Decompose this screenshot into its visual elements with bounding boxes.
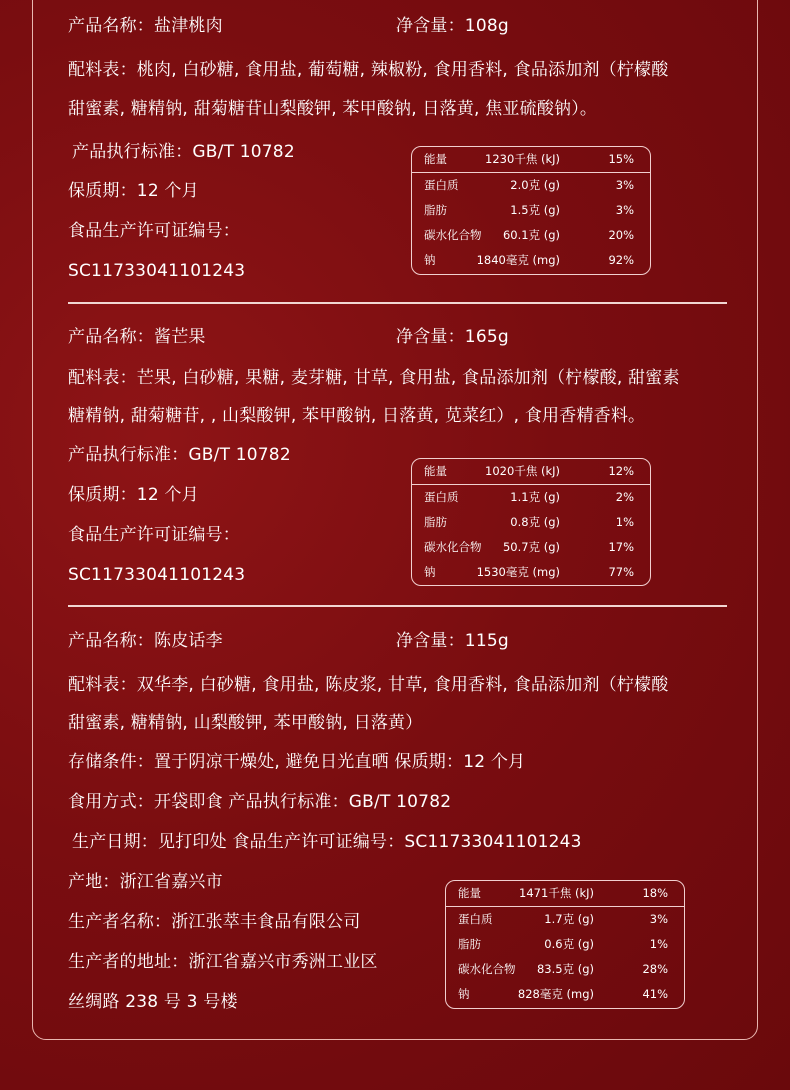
address-line: 生产者的地址：浙江省嘉兴市秀洲工业区 [68, 952, 378, 972]
nutrient-amount: 0.6克 (g) [544, 937, 594, 951]
nutrient-amount: 1230千焦 (kJ) [485, 152, 560, 166]
nutrition-row [412, 147, 650, 173]
nutrient-nrv: 3% [615, 203, 634, 217]
nutrient-amount: 1840毫克 (mg) [476, 253, 560, 267]
net-weight: 净含量：165g [396, 327, 509, 347]
nutrient-nrv: 18% [642, 886, 668, 900]
nutrient-nrv: 28% [642, 962, 668, 976]
nutrient-amount: 828毫克 (mg) [517, 987, 594, 1001]
origin-line: 产地：浙江省嘉兴市 [68, 872, 223, 892]
license-label: 食品生产许可证编号： [68, 221, 240, 241]
nutrient-amount: 1530毫克 (mg) [476, 565, 560, 579]
nutrient-name: 蛋白质 [424, 178, 459, 192]
nutrient-name: 蛋白质 [424, 490, 459, 504]
net-weight: 净含量：115g [396, 631, 509, 651]
net-weight: 净含量：108g [396, 16, 509, 36]
nutrient-nrv: 3% [649, 912, 668, 926]
production-date-line: 生产日期：见打印处 食品生产许可证编号：SC11733041101243 [72, 832, 582, 852]
nutrient-amount: 1020千焦 (kJ) [485, 464, 560, 478]
ingredients-line: 糖精钠, 甜菊糖苷, , 山梨酸钾, 苯甲酸钠, 日落黄, 苋菜红）, 食用香精香料。 [68, 406, 646, 426]
ingredients-line: 配料表：芒果, 白砂糖, 果糖, 麦芽糖, 甘草, 食用盐, 食品添加剂（柠檬酸, 甜蜜素 [68, 368, 680, 388]
nutrition-row [412, 485, 650, 510]
nutrition-row [412, 198, 650, 223]
license-label: 食品生产许可证编号： [68, 525, 240, 545]
nutrient-name: 脂肪 [458, 937, 481, 951]
nutrient-amount: 50.7克 (g) [502, 540, 560, 554]
nutrient-name: 能量 [458, 886, 481, 900]
nutrient-nrv: 1% [649, 937, 668, 951]
ingredients-line: 配料表：桃肉, 白砂糖, 食用盐, 葡萄糖, 辣椒粉, 食用香料, 食品添加剂（柠檬酸 [68, 60, 669, 80]
shelf-life-line: 保质期：12 个月 [68, 181, 199, 201]
address-line: 丝绸路 238 号 3 号楼 [68, 992, 238, 1012]
nutrient-name: 能量 [424, 464, 447, 478]
nutrient-name: 钠 [424, 565, 436, 579]
nutrient-amount: 1.1克 (g) [510, 490, 560, 504]
section-divider [68, 605, 727, 607]
nutrient-amount: 1471千焦 (kJ) [519, 886, 594, 900]
nutrient-amount: 83.5克 (g) [536, 962, 594, 976]
nutrition-row [412, 510, 650, 535]
nutrition-row [446, 932, 684, 957]
license-number: SC11733041101243 [68, 261, 246, 281]
nutrient-name: 钠 [458, 987, 470, 1001]
nutrition-row [412, 535, 650, 560]
shelf-life-line: 保质期：12 个月 [68, 485, 199, 505]
nutrient-amount: 2.0克 (g) [510, 178, 560, 192]
nutrition-row [412, 173, 650, 198]
standard-line: 产品执行标准：GB/T 10782 [72, 142, 295, 162]
nutrient-name: 脂肪 [424, 515, 447, 529]
nutrient-nrv: 17% [608, 540, 634, 554]
nutrition-row [412, 248, 650, 273]
nutrient-amount: 1.7克 (g) [544, 912, 594, 926]
ingredients-line: 甜蜜素, 糖精钠, 山梨酸钾, 苯甲酸钠, 日落黄） [68, 713, 423, 733]
nutrient-name: 碳水化合物 [424, 228, 482, 242]
nutrient-name: 钠 [424, 253, 436, 267]
nutrient-nrv: 3% [615, 178, 634, 192]
nutrient-nrv: 20% [608, 228, 634, 242]
usage-line: 食用方式：开袋即食 产品执行标准：GB/T 10782 [68, 792, 452, 812]
nutrient-nrv: 41% [642, 987, 668, 1001]
nutrient-name: 能量 [424, 152, 447, 166]
nutrition-row [446, 907, 684, 932]
nutrition-row [412, 459, 650, 485]
nutrient-nrv: 92% [608, 253, 634, 267]
nutrient-nrv: 2% [615, 490, 634, 504]
nutrition-table [445, 880, 685, 1009]
standard-line: 产品执行标准：GB/T 10782 [68, 445, 291, 465]
ingredients-line: 配料表：双华李, 白砂糖, 食用盐, 陈皮浆, 甘草, 食用香料, 食品添加剂（柠檬酸 [68, 675, 669, 695]
nutrient-name: 碳水化合物 [458, 962, 516, 976]
storage-line: 存储条件：置于阴凉干燥处, 避免日光直晒 保质期：12 个月 [68, 752, 526, 772]
nutrient-amount: 60.1克 (g) [502, 228, 560, 242]
ingredients-line: 甜蜜素, 糖精钠, 甜菊糖苷山梨酸钾, 苯甲酸钠, 日落黄, 焦亚硫酸钠）。 [68, 99, 598, 119]
nutrient-nrv: 12% [608, 464, 634, 478]
nutrient-nrv: 1% [615, 515, 634, 529]
nutrition-row [412, 223, 650, 248]
product-name: 产品名称：陈皮话李 [68, 631, 223, 651]
nutrition-row [446, 982, 684, 1007]
section-divider [68, 302, 727, 304]
product-name: 产品名称：酱芒果 [68, 327, 206, 347]
nutrient-name: 碳水化合物 [424, 540, 482, 554]
nutrition-row [412, 560, 650, 585]
nutrient-nrv: 15% [608, 152, 634, 166]
license-number: SC11733041101243 [68, 565, 246, 585]
nutrition-table [411, 146, 651, 275]
nutrient-name: 脂肪 [424, 203, 447, 217]
nutrient-nrv: 77% [608, 565, 634, 579]
product-name: 产品名称：盐津桃肉 [68, 16, 223, 36]
nutrient-amount: 0.8克 (g) [510, 515, 560, 529]
nutrition-table [411, 458, 651, 586]
nutrition-row [446, 957, 684, 982]
nutrient-amount: 1.5克 (g) [510, 203, 560, 217]
nutrient-name: 蛋白质 [458, 912, 493, 926]
producer-line: 生产者名称：浙江张萃丰食品有限公司 [68, 912, 361, 932]
nutrition-row [446, 881, 684, 907]
